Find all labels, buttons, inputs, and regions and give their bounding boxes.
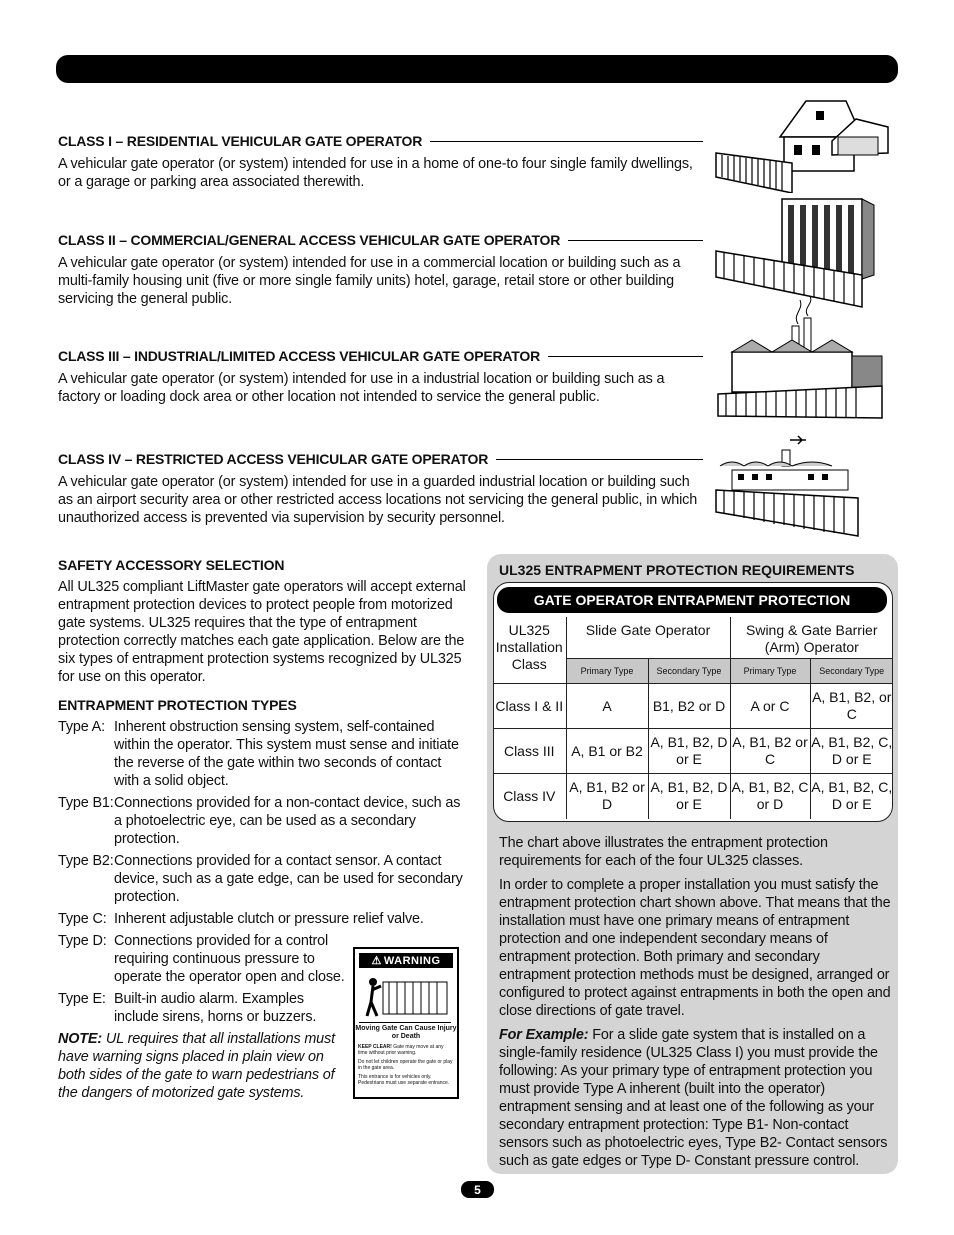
cell-class: Class III bbox=[493, 729, 566, 774]
heading-rule bbox=[548, 356, 703, 357]
warning-header bbox=[359, 953, 453, 968]
airport-facility-illustration bbox=[712, 428, 902, 540]
cell-slide-secondary: A, B1, B2, D or E bbox=[648, 729, 730, 774]
cell-slide-primary: A, B1, B2 or D bbox=[566, 774, 648, 819]
warning-sign bbox=[353, 947, 459, 1099]
note-paragraph bbox=[58, 1030, 348, 1102]
entrapment-table-box bbox=[493, 582, 893, 822]
residential-house-illustration bbox=[712, 97, 902, 193]
cell-slide-secondary: A, B1, B2, D or E bbox=[648, 774, 730, 819]
type-text: Inherent adjustable clutch or pressure relief valve. bbox=[114, 911, 424, 927]
type-label: Type E: bbox=[58, 991, 106, 1007]
cell-swing-secondary: A, B1, B2, C, D or E bbox=[810, 774, 893, 819]
table-row bbox=[493, 729, 893, 774]
type-label: Type A: bbox=[58, 719, 105, 735]
cell-slide-primary: A, B1 or B2 bbox=[566, 729, 648, 774]
type-text: Inherent obstruction sensing system, self-contained within the operator. This system must sense and initiate the reverse of the gate within two seconds of contact with a solid object. bbox=[114, 719, 459, 789]
cell-class: Class IV bbox=[493, 774, 566, 819]
panel-paragraph-1: The chart above illustrates the entrapment protection requirements for each of the four UL325 classes. bbox=[499, 835, 828, 869]
panel-text bbox=[499, 834, 891, 1176]
class-4-heading: CLASS IV – RESTRICTED ACCESS VEHICULAR GATE OPERATOR bbox=[58, 451, 489, 467]
page-number: 5 bbox=[461, 1181, 494, 1198]
header-slide: Slide Gate Operator bbox=[566, 617, 730, 659]
class-3-section bbox=[58, 348, 703, 406]
table-title: GATE OPERATOR ENTRAPMENT PROTECTION bbox=[497, 587, 887, 613]
safety-heading: SAFETY ACCESSORY SELECTION bbox=[58, 557, 285, 573]
warning-triangle-icon: ⚠ bbox=[371, 955, 382, 967]
type-text: Connections provided for a control requiring continuous pressure to operate the operator open and close. bbox=[114, 933, 345, 985]
warning-line-1-lead: KEEP CLEAR! bbox=[358, 1044, 392, 1050]
warning-line-1 bbox=[355, 1044, 457, 1056]
cell-slide-primary: A bbox=[566, 684, 648, 729]
list-item bbox=[58, 852, 470, 906]
warning-title: WARNING bbox=[383, 954, 441, 967]
class-2-body: A vehicular gate operator (or system) intended for use in a commercial location or building such as a multi-family housing unit (five or more single family units) hotel, garage, retail store or other building servicing the general public. bbox=[58, 255, 681, 307]
list-item bbox=[58, 794, 470, 848]
example-lead: For Example: bbox=[499, 1027, 589, 1043]
list-item bbox=[58, 990, 348, 1026]
cell-class: Class I & II bbox=[493, 684, 566, 729]
type-label: Type B1: bbox=[58, 795, 114, 811]
class-1-heading: CLASS I – RESIDENTIAL VEHICULAR GATE OPERATOR bbox=[58, 133, 423, 149]
class-2-section bbox=[58, 232, 703, 308]
subheader-primary: Primary Type bbox=[730, 659, 810, 684]
heading-rule bbox=[496, 459, 703, 460]
type-text: Connections provided for a non-contact device, such as a photoelectric eye, can be used as a secondary protection. bbox=[114, 795, 461, 847]
list-item bbox=[58, 932, 348, 986]
subheader-primary: Primary Type bbox=[566, 659, 648, 684]
note-lead: NOTE: bbox=[58, 1031, 103, 1047]
heading-rule bbox=[568, 240, 703, 241]
panel-paragraph-3 bbox=[499, 1026, 891, 1170]
header-swing: Swing & Gate Barrier (Arm) Operator bbox=[730, 617, 893, 659]
commercial-building-illustration bbox=[712, 195, 902, 310]
class-3-heading: CLASS III – INDUSTRIAL/LIMITED ACCESS VEHICULAR GATE OPERATOR bbox=[58, 348, 540, 364]
list-item bbox=[58, 910, 470, 928]
entrapment-table bbox=[493, 617, 893, 819]
class-2-heading: CLASS II – COMMERCIAL/GENERAL ACCESS VEHICULAR GATE OPERATOR bbox=[58, 232, 561, 248]
panel-title: UL325 ENTRAPMENT PROTECTION REQUIREMENTS bbox=[499, 562, 855, 578]
cell-swing-primary: A, B1, B2 or C bbox=[730, 729, 810, 774]
warning-line-1-text: Gate may move at any time without prior warning. bbox=[358, 1044, 444, 1056]
type-text: Built-in audio alarm. Examples include sirens, horns or buzzers. bbox=[114, 991, 317, 1025]
entrapment-requirements-panel bbox=[487, 554, 898, 1174]
subheader-secondary: Secondary Type bbox=[810, 659, 893, 684]
cell-swing-primary: A, B1, B2, C or D bbox=[730, 774, 810, 819]
table-row bbox=[493, 774, 893, 819]
class-1-section bbox=[58, 133, 703, 191]
class-4-section bbox=[58, 451, 703, 527]
type-text: Connections provided for a contact sensor. A contact device, such as a gate edge, can be used for secondary protection. bbox=[114, 853, 463, 905]
class-4-body: A vehicular gate operator (or system) intended for use in a guarded industrial location or building such as an airport security area or other restricted access locations not servicing the general public, in which unauthorized access is prevented via supervision by security personnel. bbox=[58, 474, 698, 526]
example-text: For a slide gate system that is installed on a single-family residence (UL325 Class I) you must provide the following: As your primary type of entrapment protection you must provide Type A inherent (built into the operator) entrapment sensing and at least one of the following as your secondary entrapment protection: Type B1- Non-contact sensors such as photoelectric eyes, Type B2- Contact sensors such as gate edges or Type D- Constant pressure control. bbox=[499, 1027, 888, 1169]
panel-paragraph-2: In order to complete a proper installation you must satisfy the entrapment protection chart shown above. That means that the installation must have one primary means of entrapment protection and one independent secondary means of entrapment protection. Both primary and secondary entrapment protection methods must be designed, arranged or configured to protect against entrapments in both the open and close directions of gate travel. bbox=[499, 877, 891, 1019]
table-row bbox=[493, 684, 893, 729]
type-label: Type B2: bbox=[58, 853, 114, 869]
table-header-row bbox=[493, 617, 893, 659]
cell-swing-secondary: A, B1, B2, or C bbox=[810, 684, 893, 729]
note-text: UL requires that all installations must have warning signs placed in plain view on both sides of the gate to warn pedestrians of the dangers of motorized gate systems. bbox=[58, 1031, 335, 1101]
gate-pedestrian-icon bbox=[359, 972, 451, 1023]
heading-rule bbox=[430, 141, 703, 142]
types-heading: ENTRAPMENT PROTECTION TYPES bbox=[58, 697, 297, 713]
industrial-factory-illustration bbox=[712, 296, 902, 421]
type-label: Type D: bbox=[58, 933, 107, 949]
safety-body: All UL325 compliant LiftMaster gate operators will accept external entrapment protection devices to protect people from motorized gate systems. UL325 requires that the type of entrapment protection correctly matches each gate application. Below are the six types of entrapment protection systems recognized by UL325 for use on this operator. bbox=[58, 579, 466, 685]
cell-swing-primary: A or C bbox=[730, 684, 810, 729]
header-class: UL325 Installation Class bbox=[493, 617, 566, 684]
warning-subtitle: Moving Gate Can Cause Injury or Death bbox=[355, 1025, 457, 1040]
type-label: Type C: bbox=[58, 911, 107, 927]
cell-swing-secondary: A, B1, B2, C, D or E bbox=[810, 729, 893, 774]
cell-slide-secondary: B1, B2 or D bbox=[648, 684, 730, 729]
header-bar bbox=[56, 55, 898, 83]
subheader-secondary: Secondary Type bbox=[648, 659, 730, 684]
warning-line-3: This entrance is for vehicles only. Pedestrians must use separate entrance. bbox=[358, 1074, 450, 1086]
warning-line-2: Do not let children operate the gate or play in the gate area. bbox=[358, 1059, 453, 1071]
class-3-body: A vehicular gate operator (or system) intended for use in a industrial location or building such as a factory or loading dock area or other location not intended to service the general public. bbox=[58, 371, 665, 405]
class-1-body: A vehicular gate operator (or system) intended for use in a home of one-to four single family dwellings, or a garage or parking area associated therewith. bbox=[58, 156, 693, 190]
list-item bbox=[58, 718, 470, 790]
